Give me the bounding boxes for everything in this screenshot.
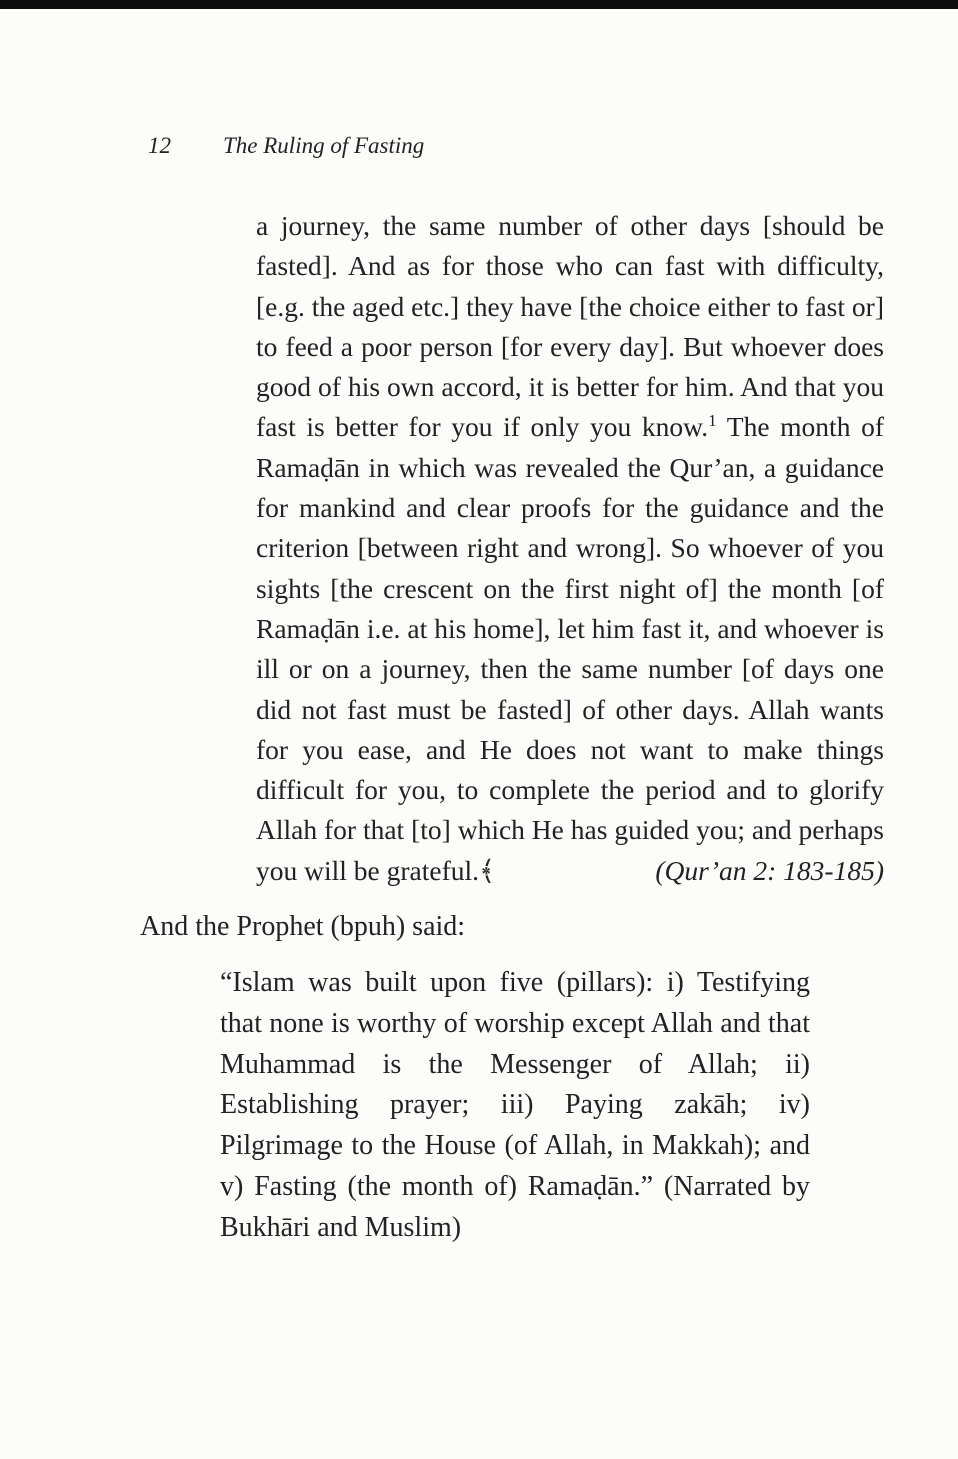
page-number: 12 xyxy=(148,133,171,158)
quran-citation: (Qur’an 2: 183-185) xyxy=(655,854,884,886)
page-header xyxy=(0,0,958,160)
hadith-quote: “Islam was built upon five (pillars): i) Testifying that none is worthy of worship except Allah and that Muhammad is the Messenger of Allah; ii) Establishing prayer; iii) Paying zakāh; iv) Pilgrimage to the House (of Allah, in Makkah); and v) Fasting (the month of) Ramaḍān.” (Narrated by Bukhāri and Muslim) xyxy=(220,967,810,1243)
quran-text-after-footnote: The month of Ramaḍān in which was revealed the Qur’an, a guidance for mankind and clear proofs for the guidance and the criterion [between right and wrong]. So whoever of you sights [the crescent on the first night of] the month [of Ramaḍān i.e. at his home], let him fast it, and whoever is ill or on a journey, then the same number [of days one did not fast must be fasted] of other days. Allah wants for you ease, and He does not want to make things difficult for you, to complete the period and to glorify Allah for that [to] which He has guided you; and perhaps you will be grateful.﴾ xyxy=(256,411,884,886)
footnote-marker: 1 xyxy=(708,411,717,431)
running-title: The Ruling of Fasting xyxy=(223,133,425,158)
scan-edge-artifact xyxy=(0,0,958,9)
quran-text-before-footnote: a journey, the same number of other days [should be fasted]. And as for those who can fast with difficulty, [e.g. the aged etc.] they have [the choice either to fast or] to feed a poor person [for every day]. But whoever does good of his own accord, it is better for him. And that you fast is better for you if only you know. xyxy=(256,210,884,443)
quran-quote xyxy=(256,206,884,891)
narration-intro: And the Prophet (bpuh) said: xyxy=(140,911,466,943)
